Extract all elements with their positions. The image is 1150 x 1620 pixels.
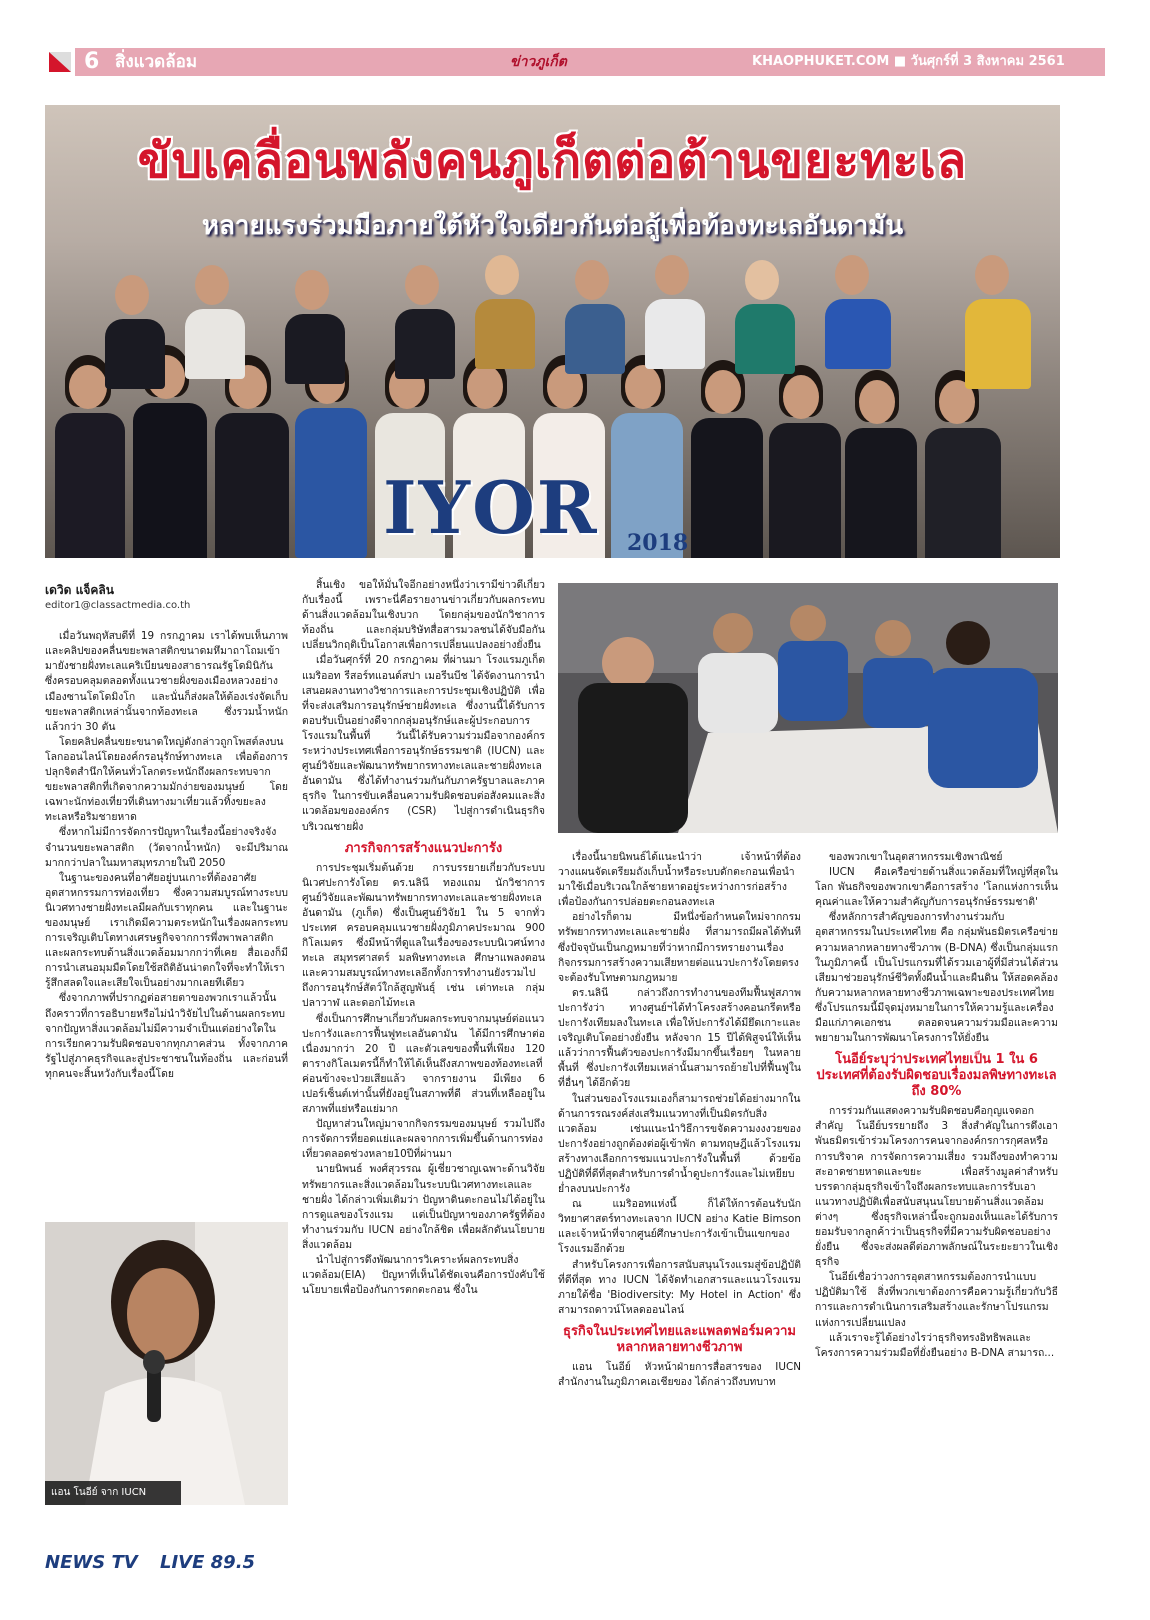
paragraph: อย่างไรก็ตาม มีหนึ่งข้อกำหนดใหม่จากกรมทรัพยากรทางทะเลและชายฝั่ง ที่สามารถมีผลได้ทันที ซึ่งปัจจุบันเป็นกฎหมายที่ว่าหากมีการทรายงานเรื่องกิจกรรมการสร้างความเสียหายต่อแนวปะการังโดยตรง จะต้องรับโทษตามกฎหมาย [558, 911, 801, 984]
paragraph: ของพวกเขาในอุตสาหกรรมเชิงพาณิชย์ [829, 851, 1003, 863]
paragraph: โดยคลิปคลื่นขยะขนาดใหญ่ดังกล่าวถูกโพสต์ลงบนโลกออนไลน์โดยองค์กรอนุรักษ์ทางทะเล เพื่อต้องการปลุกจิตสำนึกให้คนทั่วโลกตระหนักถึงผลกระทบจากขยะพลาสติกที่เกิดจากความมักง่ายของมนุษย์ โดยเฉพาะนักท่องเที่ยวที่เดินทางมาเที่ยวแล้วทิ้งขยะลงทะเลหรือริมชายหาด [45, 735, 288, 824]
iyor-logo-year: 2018 [627, 530, 689, 556]
iyor-logo: IYOR [383, 465, 599, 550]
section-title: สิ่งแวดล้อม [115, 52, 198, 72]
article-column-2 [302, 578, 545, 1298]
paragraph: ในส่วนของโรงแรมเองก็สามารถช่วยได้อย่างมากในด้านการรณรงค์ส่งเสริมแนวทางที่เป็นมิตรกับสิ่งแวดล้อม เช่นแนะนำวิธีการขจัดความงงงวยของปะการังอย่างถูกต้องต่อผู้เข้าพัก ตามทฤษฎีแล้วโรงแรมสร้างทางเลือกการชมแนวปะการังในพื้นที่ ด้วยข้อปฏิบัติที่ดีที่สุดสำหรับการดำน้ำดูปะการังและไม่เหยียบย่ำลงบนปะการัง [558, 1092, 801, 1196]
paragraph: เมื่อวันศุกร์ที่ 20 กรกฎาคม ที่ผ่านมา โรงแรมภูเก็ต แมริออท รีสอร์ทแอนด์สปา เมอรีนบีช ได้จัดงานการนำเสนอผลงานทางวิชาการและการประชุมเชิงปฏิบัติ เพื่อที่จะส่งเสริมการอนุรักษ์ชายฝั่งทะเล ซึ่งงานนี้ได้รับการตอบรับเป็นอย่างดีจากกลุ่มอนุรักษ์และผู้ประกอบการโรงแรมในพื้นที่ วันนี้ได้รับความร่วมมือจากองค์กรระหว่างประเทศเพื่อการอนุรักษ์ธรรมชาติ (IUCN) และศูนย์วิจัยและพัฒนาทรัพยากรทางทะเลและชายฝั่งทะเลอันดามัน ซึ่งได้ทำงานร่วมกันกับภาครัฐบาลและภาคธุรกิจ ในการขับเคลื่อนความรับผิดชอบต่อสังคมและสิ่งแวดล้อมขององค์กร (CSR) ไปสู่การดำเนินธุรกิจบริเวณชายฝั่ง [302, 654, 545, 833]
paragraph: โนอีย์เชื่อว่าวงการอุตสาหกรรมต้องการนำแบบปฏิบัติมาใช้ สิ่งที่พวกเขาต้องการคือความรู้เกี่ยวกับวิธีการและการดำเนินการเสริมสร้างและรักษาโปรแกรมแห่งการเปลี่ยนแปลง [815, 1271, 1058, 1329]
subheading: โนอีย์ระบุว่าประเทศไทยเป็น 1 ใน 6 ประเทศที่ต้องรับผิดชอบเรื่องมลพิษทางทะเลถึง 80% [816, 1052, 1057, 1100]
paragraph: นายนิพนธ์ พงศ์สุวรรณ ผู้เชี่ยวชาญเฉพาะด้านวิจัยทรัพยากรและสิ่งแวดล้อมในระบบนิเวศทางทะเลและชายฝั่ง ได้กล่าวเพิ่มเติมว่า ปัญหาดินตะกอนไม่ได้อยู่ในการดูแลของโรงแรม แต่เป็นปัญหาของภาครัฐที่ต้องทำงานร่วมกับ IUCN อย่างใกล้ชิด เพื่อผลักดันนโยบายสิ่งแวดล้อม [302, 1163, 545, 1251]
headline: ขับเคลื่อนพลังคนภูเก็ตต่อต้านขยะทะเล [137, 133, 968, 189]
article-column-3 [558, 850, 801, 1390]
paragraph: ปัญหาส่วนใหญ่มาจากกิจกรรมของมนุษย์ รวมไปถึงการจัดการที่ยอดแย่และผลจากการเพิ่มขึ้นด้านการท่องเที่ยวตลอดช่วงหลาย10ปีที่ผ่านมา [302, 1118, 545, 1161]
paragraph: ณ แมริออทแห่งนี้ ก็ได้ให้การต้อนรับนักวิทยาศาสตร์ทางทะเลจาก IUCN อย่าง Katie Bimson และเจ้าหน้าที่จากศูนย์ศึกษาปะการังเข้าเป็นแขกของโรงแรมอีกด้วย [558, 1198, 801, 1256]
subheadline: หลายแรงร่วมมือภายใต้หัวใจเดียวกันต่อสู้เพื่อท้องทะเลอันดามัน [201, 211, 904, 241]
paragraph: เรื่องนี้นายนิพนธ์ได้แนะนำว่า เจ้าหน้าที่ต้องวางแผนจัดเตรียมถังเก็บน้ำหรือระบบดักตะกอนเพื่อนำมาใช้เมื่อบริเวณใกล้ชายหาดอยู่ระหว่างการก่อสร้าง เพื่อป้องกันการปล่อยตะกอนลงทะเล [558, 851, 801, 909]
paragraph: แล้วเราจะรู้ได้อย่างไรว่าธุรกิจทรงอิทธิพลและโครงการความร่วมมือที่ยั่งยืนอย่าง B-DNA สามารถ... [815, 1331, 1055, 1359]
subheading: ธุรกิจในประเทศไทยและแพลตฟอร์มความหลากหลายทางชีวภาพ [563, 1323, 796, 1355]
byline-email: editor1@classactmedia.co.th [45, 600, 191, 612]
paragraph: IUCN คือเครือข่ายด้านสิ่งแวดล้อมที่ใหญ่ที่สุดในโลก พันธกิจของพวกเขาคือการสร้าง 'โลกแห่งการเห็นคุณค่าและให้ความสำคัญกับการอนุรักษ์ธรรมชาติ' [815, 866, 1058, 909]
paragraph: ซึ่งหลักการสำคัญของการทำงานร่วมกับอุตสาหกรรมในประเทศไทย คือ กลุ่มพันธมิตรเครือข่ายความหลากหลายทางชีวภาพ (B-DNA) ซึ่งเป็นกลุ่มแรกในภูมิภาคนี้ เป็นโปรแกรมที่ได้รวมเอาผู้ที่มีส่วนได้ส่วนเสียมาช่วยอนุรักษ์ชีวิตทั้งผืนน้ำและผืนดิน ให้สอดคล้องกับความหลากหลายทางชีวภาพเฉพาะของประเทศไทย ซึ่งโปรแกรมนี้มีจุดมุ่งหมายในการให้ความรู้และเครื่องมือแก่ภาคเอกชน ตลอดจนความร่วมมือและความพยายามในการพัฒนาโครงการให้ยั่งยืน [815, 911, 1058, 1045]
news-tv-logo: NEWS TV [45, 1552, 138, 1573]
paragraph: เมื่อวันพฤหัสบดีที่ 19 กรกฎาคม เราได้พบเห็นภาพและคลิปของคลื่นขยะพลาสติกขนาดมหึมาถาโถมเข้ามายังชายฝั่งทะเลแคริเบียนของสาธารณรัฐโดมินิกัน ซึ่งครอบคลุมตลอดทั้งแนวชายฝั่งของเมืองหลวงอย่างเมืองซานโตโดมิงโก และนั่นก็ส่งผลให้ต้องเร่งจัดเก็บขยะพลาสติกเหล่านั้นจากท้องทะเล ซึ่งรวมน้ำหนักแล้วกว่า 30 ตัน [45, 630, 288, 733]
paragraph: ในฐานะของคนที่อาศัยอยู่บนเกาะที่ต้องอาศัยอุตสาหกรรมการท่องเที่ยว ซึ่งความสมบูรณ์ทางระบบนิเวศทางชายฝั่งทะเลมีผลกับเราทุกคน และในฐานะของมนุษย์ เราเกิดมีความตระหนักในเรื่องผลกระทบการเจริญเติบโตทางเศรษฐกิจจากการพึ่งพาพลาสติกและผลกระทบด้านสิ่งแวดล้อมมากกว่าที่เคย สื่อเองก็มีการนำเสนอมุมมืดโดยใช้สถิติอันน่าตกใจที่จะทำให้เรารู้สึกสลดใจและเสียใจเป็นอย่างมากเลยทีเดียว [45, 871, 288, 990]
live-radio-logo: LIVE 89.5 [160, 1552, 256, 1573]
speaker-photo [45, 1222, 288, 1505]
photo-caption: แอน โนอีย์ จาก IUCN [45, 1481, 181, 1505]
hero-photo [45, 105, 1060, 558]
article-column-4 [815, 850, 1058, 1361]
paragraph: การร่วมกันแสดงความรับผิดชอบคือกุญแจดอกสำคัญ โนอีย์บรรยายถึง 3 สิ่งสำคัญในการดึงเอาพันธมิตรเข้าร่วมโครงการคนจากองค์กรการกุศลหรือการบริจาค การจัดการความเสี่ยง รวมถึงของทำความสะอาดชายหาดและขยะ เพื่อสร้างมูลค่าสำหรับบรรดากลุ่มธุรกิจเข้าใจถึงผลกระทบและการรับเอาแนวทางปฏิบัติเพื่อสนับสนุนนโยบายด้านสิ่งแวดล้อมต่างๆ ซึ่งธุรกิจเหล่านี้จะถูกมองเห็นและได้รับการยอมรับจากลูกค้าว่าเป็นธุรกิจที่มีความรับผิดชอบอย่างยั่งยืน ซึ่งจะส่งผลดีต่อภาพลักษณ์ในระยะยาวในเชิงธุรกิจ [815, 1105, 1058, 1269]
byline-author: เดวิด แจ็คลิน [45, 583, 114, 597]
paragraph: ซึ่งหากไม่มีการจัดการปัญหาในเรื่องนี้อย่างจริงจัง จำนวนขยะพลาสติก (วัดจากน้ำหนัก) จะมีปริมาณมากกว่าปลาในมหาสมุทรภายในปี 2050 [45, 826, 288, 869]
workshop-photo [558, 583, 1058, 833]
paragraph: ซึ่งเป็นการศึกษาเกี่ยวกับผลกระทบจากมนุษย์ต่อแนวปะการังและการฟื้นฟูทะเลอันดามัน ได้มีการศึกษาต่อเนื่องมากว่า 20 ปี และตัวเลขของพื้นที่เพียง 120 ตารางกิโลเมตรนี้ก็ทำให้ได้เห็นถึงสภาพของท้องทะเลที่ค่อนข้างจะป่วยเสียแล้ว จากรายงาน มีเพียง 6 เปอร์เซ็นต์เท่านั้นที่ยังอยู่ในสภาพที่ดี ส่วนที่เหลืออยู่ในสภาพที่แย่หรือแย่มาก [302, 1012, 545, 1116]
paragraph: สำหรับโครงการเพื่อการสนับสนุนโรงแรมสู่ข้อปฏิบัติที่ดีที่สุด ทาง IUCN ได้จัดทำเอกสารและแนวโรงแรม ภายใต้ชื่อ 'Biodiversity: My Hotel in Action' ซึ่งสามารถดาวน์โหลดออนไลน์ [558, 1258, 801, 1316]
newspaper-logo-icon [45, 48, 75, 76]
subheading: ภารกิจการสร้างแนวปะการัง [344, 840, 503, 856]
paragraph: แอน โนอีย์ หัวหน้าฝ่ายการสื่อสารของ IUCN สำนักงานในภูมิภาคเอเชียของ ได้กล่าวถึงบทบาท [558, 1360, 801, 1388]
paragraph: การประชุมเริ่มต้นด้วย การบรรยายเกี่ยวกับระบบนิเวศปะการังโดย ดร.นลินี ทองแถม นักวิชาการศูนย์วิจัยและพัฒนาทรัพยากรทางทะเลและชายฝั่งทะเลอันดามัน (ภูเก็ต) ซึ่งเป็นศูนย์วิจัย1 ใน 5 จากทั่วประเทศ ครอบคลุมแนวชายฝั่งภูมิภาคประมาณ 900 กิโลเมตร ซึ่งมีหน้าที่ดูแลในเรื่องของระบบนิเวศน์ทางทะเล สมุทรศาสตร์ มลพิษทางทะเล ศึกษาแพลงตอน และความสมบูรณ์ทางทะเลอีกทั้งการทำงานยังรวมไปถึงการอนุรักษ์สัตว์ใกล้สูญพันธุ์ เช่น เต่าทะเล กลุ่มปลาวาฬ และดอกไม้ทะเล [302, 861, 545, 1010]
article-column-1 [45, 583, 288, 1082]
paragraph: ดร.นลินี กล่าวถึงการทำงานของทีมฟื้นฟูสภาพปะการังว่า ทางศูนย์ฯได้ทำโครงสร้างคอนกรีตหรือปะการังเทียมลงในทะเล เพื่อให้ปะการังได้มียึดเกาะและเจริญเติบโตอย่างยั่งยืน หลังจาก 15 ปีได้พิสูจน์ให้เห็นแล้วว่าการฟื้นตัวของปะการังมีมากขึ้นเรื่อยๆ ในหลายพื้นที่ ซึ่งปะการังเทียมเหล่านั้นสามารถย้ายไปที่ฟื้นฟูในที่อื่นๆ ได้อีกด้วย [558, 986, 801, 1090]
paragraph: นำไปสู่การดึงพัฒนาการวิเคราะห์ผลกระทบสิ่งแวดล้อม(EIA) ปัญหาที่เห็นได้ชัดเจนคือการบังคับใช้นโยบายเพื่อป้องกันการตกตะกอน ซึ่งใน [302, 1254, 545, 1297]
page-number: 6 [84, 49, 100, 74]
paragraph: ซึ่งจากภาพที่ปรากฏต่อสายตาของพวกเราแล้วนั้น ถึงคราวที่การอธิบายหรือไม่นำวิจัยไปในด้านผลกระทบจากปัญหาสิ่งแวดล้อมไม่มีความจำเป็นแต่อย่างใดในการเรียกความรับผิดชอบจากทุกภาคส่วน ทั้งจากภาครัฐไปสู่ภาคธุรกิจและสู่ประชาชนในท้องถิ่น และก่อนที่ทุกคนจะสิ้นหวังกับเรื่องนี้โดย [45, 992, 288, 1080]
brand-logo: ข่าวภูเก็ต [510, 54, 567, 70]
paragraph: สิ้นเชิง ขอให้มั่นใจอีกอย่างหนึ่งว่าเรามีข่าวดีเกี่ยวกับเรื่องนี้ เพราะนี่คือรายงานข่าวเกี่ยวกับผลกระทบด้านสิ่งแวดล้อมในเชิงบวก โดยกลุ่มของนักวิชาการท้องถิ่น และกลุ่มบริษัทสื่อสารมวลชนได้จับมือกันเปลี่ยนวิกฤติเป็นโอกาสเพื่อการเปลี่ยนแปลงอย่างยั่งยืน [302, 579, 545, 652]
site-date: KHAOPHUKET.COM ■ วันศุกร์ที่ 3 สิงหาคม 2561 [752, 54, 1065, 69]
